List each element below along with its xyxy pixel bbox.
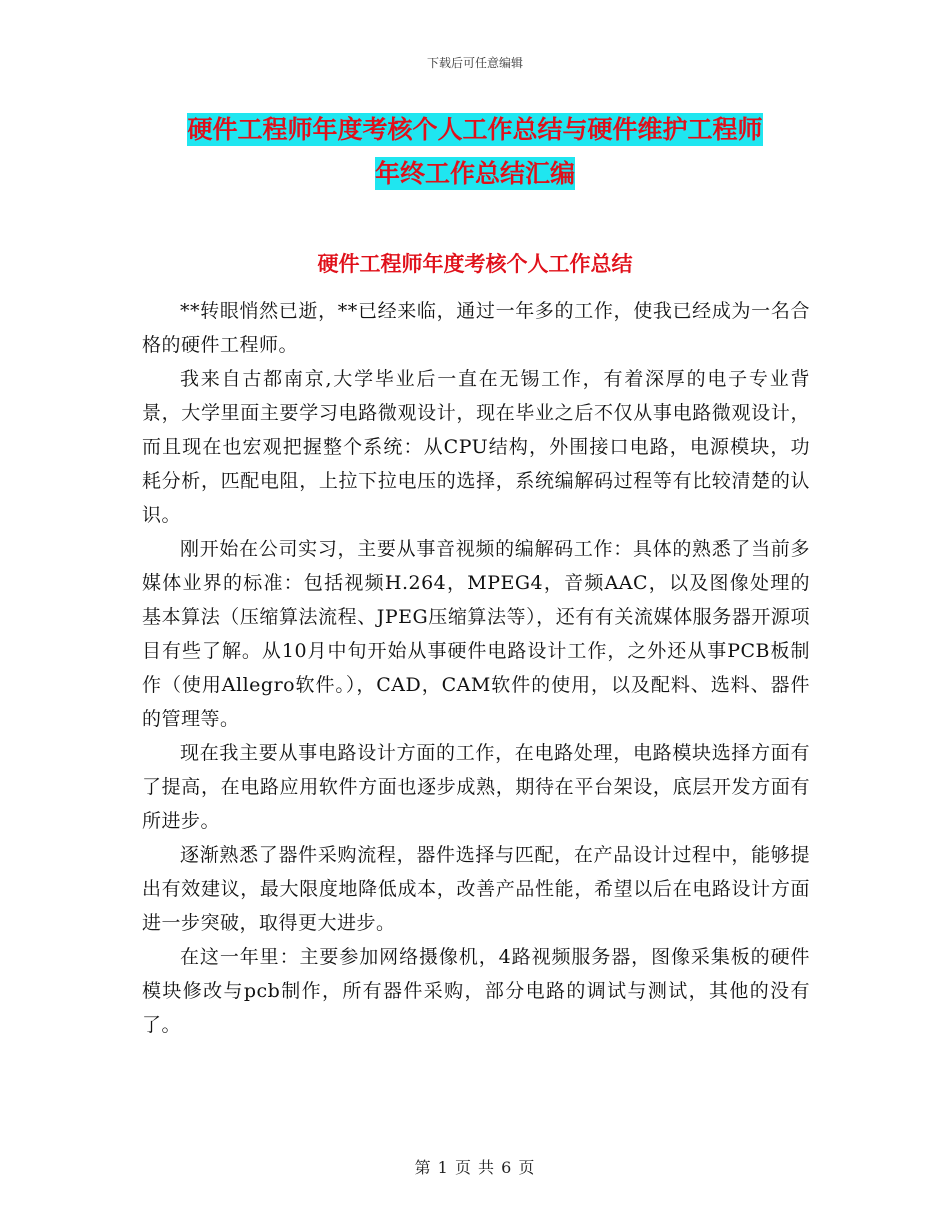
- paragraph: 现在我主要从事电路设计方面的工作，在电路处理，电路模块选择方面有了提高，在电路应用软件方面也逐步成熟，期待在平台架设，底层开发方面有所进步。: [142, 742, 810, 832]
- header-note: 下载后可任意编辑: [426, 56, 523, 70]
- paragraph: **转眼悄然已逝，**已经来临，通过一年多的工作，使我已经成为一名合格的硬件工程师。: [142, 300, 810, 356]
- paragraph: 逐渐熟悉了器件采购流程，器件选择与匹配，在产品设计过程中，能够提出有效建议，最大限度地降低成本，改善产品性能，希望以后在电路设计方面进一步突破，取得更大进步。: [142, 844, 810, 934]
- document-title-line-1: 硬件工程师年度考核个人工作总结与硬件维护工程师: [187, 115, 763, 144]
- document-title: [140, 108, 810, 196]
- page-footer: 第 1 页 共 6 页: [414, 1158, 536, 1177]
- document-title-line-2: 年终工作总结汇编: [374, 159, 575, 188]
- paragraph: 刚开始在公司实习，主要从事音视频的编解码工作：具体的熟悉了当前多媒体业界的标准：包括视频H.264，MPEG4，音频AAC，以及图像处理的基本算法（压缩算法流程、JPEG压缩算法等），还有有关流媒体服务器开源项目有些了解。从10月中旬开始从事硬件电路设计工作，之外还从事PCB板制作（使用Allegro软件。），CAD，CAM软件的使用，以及配料、选料、器件的管理等。: [142, 538, 810, 730]
- section-title: 硬件工程师年度考核个人工作总结: [317, 252, 633, 276]
- document-body: [142, 294, 810, 1042]
- paragraph: 在这一年里：主要参加网络摄像机，4路视频服务器，图像采集板的硬件模块修改与pcb制作，所有器件采购，部分电路的调试与测试，其他的没有了。: [142, 946, 810, 1036]
- paragraph: 我来自古都南京,大学毕业后一直在无锡工作，有着深厚的电子专业背景，大学里面主要学习电路微观设计，现在毕业之后不仅从事电路微观设计，而且现在也宏观把握整个系统：从CPU结构，外围接口电路，电源模块，功耗分析，匹配电阻，上拉下拉电压的选择，系统编解码过程等有比较清楚的认识。: [142, 368, 810, 526]
